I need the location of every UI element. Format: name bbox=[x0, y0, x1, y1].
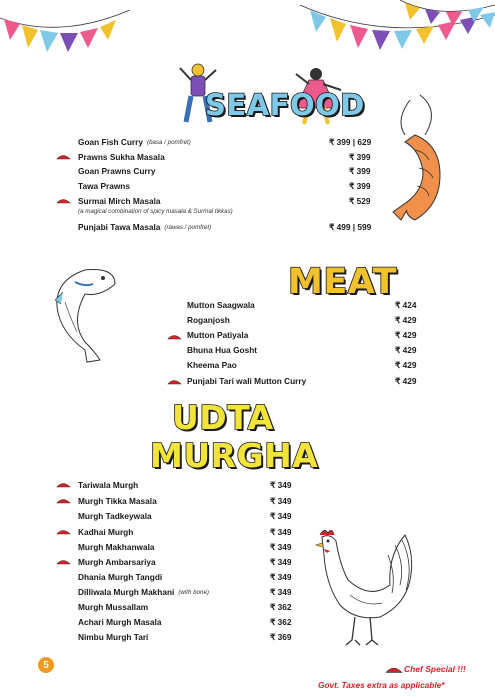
menu-item-row bbox=[187, 328, 248, 342]
menu-item-row bbox=[78, 525, 133, 539]
item-price: ₹ 399 bbox=[349, 152, 371, 162]
item-price: ₹ 429 bbox=[395, 345, 417, 355]
menu-item-row bbox=[78, 194, 161, 208]
chef-special-icon bbox=[56, 481, 71, 489]
menu-item-row bbox=[187, 298, 255, 312]
menu-item-row bbox=[78, 150, 165, 164]
item-name: Murgh Tikka Masala bbox=[78, 496, 157, 506]
item-price: ₹ 349 bbox=[270, 557, 292, 567]
chef-special-icon bbox=[167, 333, 182, 341]
murgha-title-line1: UDTA bbox=[172, 398, 274, 437]
item-price: ₹ 399 bbox=[349, 166, 371, 176]
menu-item-row bbox=[187, 343, 257, 357]
chef-special-icon bbox=[385, 665, 403, 675]
item-name: Punjabi Tawa Masala bbox=[78, 222, 161, 232]
item-price: ₹ 349 bbox=[270, 480, 292, 490]
item-name: Surmai Mirch Masala bbox=[78, 196, 161, 206]
menu-item-row bbox=[78, 585, 209, 599]
prawn-illustration bbox=[385, 90, 455, 230]
item-price: ₹ 349 bbox=[270, 496, 292, 506]
item-price: ₹ 429 bbox=[395, 360, 417, 370]
item-name: Kadhai Murgh bbox=[78, 527, 134, 537]
item-price: ₹ 429 bbox=[395, 315, 417, 325]
item-price: ₹ 349 bbox=[270, 587, 292, 597]
item-name: Dhania Murgh Tangdi bbox=[78, 572, 163, 582]
bunting-decoration bbox=[0, 0, 495, 60]
menu-item-row bbox=[78, 615, 161, 629]
menu-item-row bbox=[78, 164, 155, 178]
seafood-title: SEAFOOD bbox=[205, 88, 365, 122]
item-price: ₹ 399 | 629 bbox=[329, 137, 372, 147]
menu-item-row bbox=[187, 374, 306, 388]
menu-item-row bbox=[78, 570, 162, 584]
chef-special-icon bbox=[56, 153, 71, 161]
item-price: ₹ 499 | 599 bbox=[329, 222, 372, 232]
chef-special-legend: Chef Special !!! bbox=[404, 664, 466, 674]
menu-item-row bbox=[78, 220, 211, 234]
chef-special-icon bbox=[56, 528, 71, 536]
item-price: ₹ 349 bbox=[270, 527, 292, 537]
item-price: ₹ 429 bbox=[395, 330, 417, 340]
item-name: Tawa Prawns bbox=[78, 181, 130, 191]
item-name: Roganjosh bbox=[187, 315, 230, 325]
chef-special-icon bbox=[167, 378, 182, 386]
item-name: Achari Murgh Masala bbox=[78, 617, 162, 627]
item-note: (rawas / pomfret) bbox=[164, 223, 212, 231]
item-price: ₹ 349 bbox=[270, 542, 292, 552]
item-price: ₹ 424 bbox=[395, 300, 417, 310]
item-name: Murgh Ambarsariya bbox=[78, 557, 156, 567]
menu-item-row bbox=[78, 135, 191, 149]
menu-item-row bbox=[78, 630, 148, 644]
item-price: ₹ 399 bbox=[349, 181, 371, 191]
rooster-illustration bbox=[310, 525, 420, 650]
item-name: Prawns Sukha Masala bbox=[78, 152, 165, 162]
item-name: Punjabi Tari wali Mutton Curry bbox=[187, 376, 307, 386]
meat-title: MEAT bbox=[288, 262, 397, 302]
chef-special-icon bbox=[56, 497, 71, 505]
item-price: ₹ 369 bbox=[270, 632, 292, 642]
page-number-badge: 5 bbox=[38, 657, 54, 673]
menu-item-row bbox=[187, 358, 237, 372]
chef-special-icon bbox=[56, 558, 71, 566]
menu-item-row bbox=[78, 478, 138, 492]
item-note: (with bone) bbox=[178, 588, 209, 596]
chef-special-icon bbox=[56, 197, 71, 205]
menu-item-row bbox=[78, 555, 156, 569]
menu-item-row bbox=[78, 494, 157, 508]
item-price: ₹ 529 bbox=[349, 196, 371, 206]
item-name: Bhuna Hua Gosht bbox=[187, 345, 258, 355]
item-name: Mutton Patiyala bbox=[187, 330, 249, 340]
menu-item-row bbox=[187, 313, 230, 327]
menu-item-row bbox=[78, 179, 130, 193]
item-name: Goan Fish Curry bbox=[78, 137, 144, 147]
item-name: Murgh Mussallam bbox=[78, 602, 149, 612]
menu-item-row bbox=[78, 540, 155, 554]
item-price: ₹ 429 bbox=[395, 376, 417, 386]
item-price: ₹ 349 bbox=[270, 511, 292, 521]
item-name: Murgh Makhanwala bbox=[78, 542, 155, 552]
item-price: ₹ 362 bbox=[270, 617, 292, 627]
item-note: (basa / pomfret) bbox=[147, 138, 191, 146]
item-price: ₹ 349 bbox=[270, 572, 292, 582]
item-name: Dilliwala Murgh Makhani bbox=[78, 587, 175, 597]
item-description: (a magical combination of spicy masala & Surmai tikkas) bbox=[78, 208, 233, 215]
item-name: Murgh Tadkeywala bbox=[78, 511, 152, 521]
menu-item-row bbox=[78, 509, 152, 523]
item-name: Goan Prawns Curry bbox=[78, 166, 156, 176]
item-name: Mutton Saagwala bbox=[187, 300, 255, 310]
item-name: Kheema Pao bbox=[187, 360, 237, 370]
fish-illustration bbox=[45, 262, 125, 367]
item-price: ₹ 362 bbox=[270, 602, 292, 612]
item-name: Tariwala Murgh bbox=[78, 480, 139, 490]
murgha-title-line2: MURGHA bbox=[150, 436, 319, 475]
item-name: Nimbu Murgh Tari bbox=[78, 632, 149, 642]
taxes-note: Govt. Taxes extra as applicable* bbox=[318, 680, 445, 690]
menu-item-row bbox=[78, 600, 148, 614]
